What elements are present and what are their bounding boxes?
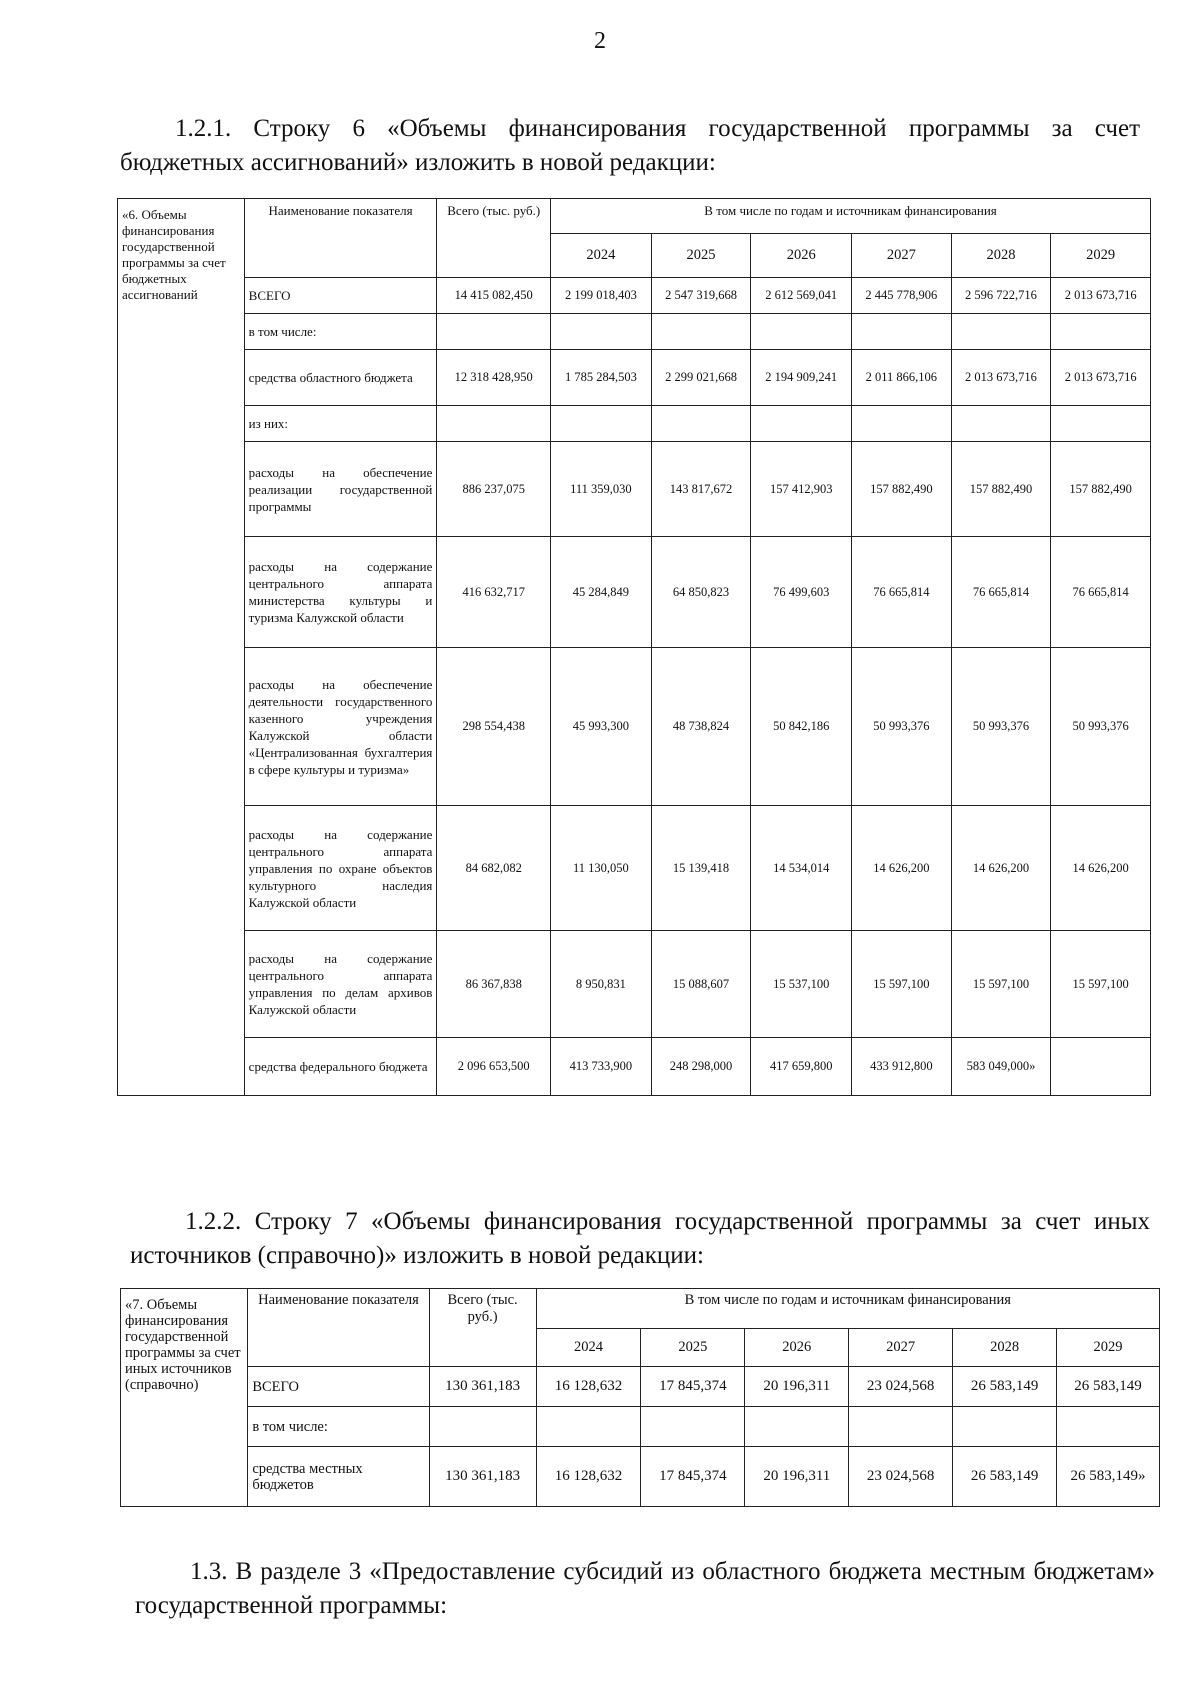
year-value-cell <box>751 314 852 350</box>
table-row <box>118 350 1151 406</box>
year-value-cell: 111 359,030 <box>551 442 652 537</box>
row-label: ВСЕГО <box>244 278 437 314</box>
row-total: 298 554,438 <box>437 648 551 806</box>
table2-col-group: В том числе по годам и источникам финансирования <box>536 1289 1159 1329</box>
table1-year-header: 2029 <box>1051 234 1151 278</box>
year-value-cell: 2 547 319,668 <box>651 278 751 314</box>
year-value-cell: 157 412,903 <box>751 442 852 537</box>
table-row <box>118 278 1151 314</box>
row-label: в том числе: <box>244 314 437 350</box>
year-value-cell: 157 882,490 <box>1051 442 1151 537</box>
year-value-cell: 143 817,672 <box>651 442 751 537</box>
table2-year-header: 2025 <box>641 1329 745 1367</box>
year-value-cell: 45 993,300 <box>551 648 652 806</box>
row-label: расходы на обеспечение деятельности государственного казенного учреждения Калужской области «Централизованная бухгалтерия в сфере культуры и туризма» <box>244 648 437 806</box>
table1-side-label: «6. Объемы финансирования государственной программы за счет бюджетных ассигнований <box>118 199 245 1096</box>
year-value-cell: 15 597,100 <box>852 931 952 1038</box>
year-value-cell: 15 088,607 <box>651 931 751 1038</box>
year-value-cell: 26 583,149» <box>1057 1447 1160 1507</box>
table2-side-label: «7. Объемы финансирования государственной программы за счет иных источников (справочно) <box>121 1289 248 1507</box>
year-value-cell: 45 284,849 <box>551 537 652 648</box>
table1-col-name: Наименование показателя <box>244 199 437 278</box>
year-value-cell: 16 128,632 <box>536 1367 641 1407</box>
table2-year-header: 2024 <box>536 1329 641 1367</box>
year-value-cell <box>1057 1407 1160 1447</box>
year-value-cell <box>951 406 1051 442</box>
row-label: расходы на обеспечение реализации государственной программы <box>244 442 437 537</box>
year-value-cell: 23 024,568 <box>849 1447 953 1507</box>
year-value-cell <box>1051 1038 1151 1096</box>
year-value-cell: 8 950,831 <box>551 931 652 1038</box>
table-row <box>118 442 1151 537</box>
year-value-cell <box>536 1407 641 1447</box>
year-value-cell: 26 583,149 <box>953 1447 1057 1507</box>
year-value-cell: 2 194 909,241 <box>751 350 852 406</box>
year-value-cell: 433 912,800 <box>852 1038 952 1096</box>
year-value-cell <box>1051 314 1151 350</box>
row-total: 84 682,082 <box>437 806 551 931</box>
year-value-cell <box>849 1407 953 1447</box>
table-row <box>118 406 1151 442</box>
year-value-cell: 17 845,374 <box>641 1367 745 1407</box>
row-total: 86 367,838 <box>437 931 551 1038</box>
year-value-cell: 583 049,000» <box>951 1038 1051 1096</box>
year-value-cell: 50 993,376 <box>1051 648 1151 806</box>
year-value-cell: 417 659,800 <box>751 1038 852 1096</box>
year-value-cell: 15 597,100 <box>1051 931 1151 1038</box>
year-value-cell: 11 130,050 <box>551 806 652 931</box>
table1-year-header: 2024 <box>551 234 652 278</box>
paragraph-1-2-1: 1.2.1. Строку 6 «Объемы финансирования государственной программы за счет бюджетных ассигнований» изложить в новой редакции: <box>120 115 1140 176</box>
paragraph-1-3: 1.3. В разделе 3 «Предоставление субсидий из областного бюджета местным бюджетам» государственной программы: <box>135 1558 1155 1619</box>
year-value-cell: 76 665,814 <box>852 537 952 648</box>
year-value-cell <box>951 314 1051 350</box>
year-value-cell: 76 665,814 <box>951 537 1051 648</box>
table-other-sources <box>120 1288 1160 1507</box>
year-value-cell: 1 785 284,503 <box>551 350 652 406</box>
year-value-cell: 2 445 778,906 <box>852 278 952 314</box>
table1-year-header: 2025 <box>651 234 751 278</box>
year-value-cell: 15 537,100 <box>751 931 852 1038</box>
page-number: 2 <box>594 28 606 54</box>
year-value-cell: 20 196,311 <box>745 1447 849 1507</box>
table1-col-group: В том числе по годам и источникам финансирования <box>551 199 1151 234</box>
year-value-cell: 248 298,000 <box>651 1038 751 1096</box>
year-value-cell: 17 845,374 <box>641 1447 745 1507</box>
year-value-cell: 14 534,014 <box>751 806 852 931</box>
table-budget-allocations <box>117 198 1151 1096</box>
year-value-cell <box>852 406 952 442</box>
table-row <box>121 1407 1160 1447</box>
year-value-cell: 76 665,814 <box>1051 537 1151 648</box>
year-value-cell: 2 013 673,716 <box>1051 350 1151 406</box>
table-row <box>121 1447 1160 1507</box>
table2-col-total: Всего (тыс. руб.) <box>429 1289 536 1367</box>
row-label: средства федерального бюджета <box>244 1038 437 1096</box>
year-value-cell: 20 196,311 <box>745 1367 849 1407</box>
year-value-cell <box>651 314 751 350</box>
table-row <box>118 1038 1151 1096</box>
table-row <box>118 806 1151 931</box>
row-label: расходы на содержание центрального аппарата министерства культуры и туризма Калужской области <box>244 537 437 648</box>
year-value-cell: 157 882,490 <box>852 442 952 537</box>
year-value-cell: 50 993,376 <box>852 648 952 806</box>
year-value-cell <box>852 314 952 350</box>
row-total: 12 318 428,950 <box>437 350 551 406</box>
year-value-cell <box>953 1407 1057 1447</box>
row-total: 130 361,183 <box>429 1447 536 1507</box>
table2-year-header: 2026 <box>745 1329 849 1367</box>
year-value-cell: 16 128,632 <box>536 1447 641 1507</box>
year-value-cell: 2 596 722,716 <box>951 278 1051 314</box>
table-row <box>121 1367 1160 1407</box>
row-label: в том числе: <box>248 1407 429 1447</box>
row-label: ВСЕГО <box>248 1367 429 1407</box>
row-label: из них: <box>244 406 437 442</box>
paragraph-1-2-2: 1.2.2. Строку 7 «Объемы финансирования государственной программы за счет иных источников (справочно)» изложить в новой редакции: <box>130 1208 1150 1269</box>
row-total <box>437 314 551 350</box>
year-value-cell: 23 024,568 <box>849 1367 953 1407</box>
year-value-cell: 50 842,186 <box>751 648 852 806</box>
year-value-cell: 14 626,200 <box>1051 806 1151 931</box>
table2-year-header: 2029 <box>1057 1329 1160 1367</box>
year-value-cell: 413 733,900 <box>551 1038 652 1096</box>
row-total: 886 237,075 <box>437 442 551 537</box>
year-value-cell: 48 738,824 <box>651 648 751 806</box>
row-total: 2 096 653,500 <box>437 1038 551 1096</box>
year-value-cell <box>745 1407 849 1447</box>
year-value-cell: 2 013 673,716 <box>951 350 1051 406</box>
year-value-cell: 26 583,149 <box>1057 1367 1160 1407</box>
table1-year-header: 2027 <box>852 234 952 278</box>
row-label: расходы на содержание центрального аппарата управления по охране объектов культурного наследия Калужской области <box>244 806 437 931</box>
table1-year-header: 2028 <box>951 234 1051 278</box>
year-value-cell: 2 011 866,106 <box>852 350 952 406</box>
row-label: средства областного бюджета <box>244 350 437 406</box>
year-value-cell: 157 882,490 <box>951 442 1051 537</box>
row-total <box>429 1407 536 1447</box>
year-value-cell <box>551 314 652 350</box>
year-value-cell: 14 626,200 <box>951 806 1051 931</box>
table2-col-name: Наименование показателя <box>248 1289 429 1367</box>
year-value-cell: 2 013 673,716 <box>1051 278 1151 314</box>
year-value-cell: 2 612 569,041 <box>751 278 852 314</box>
row-total: 130 361,183 <box>429 1367 536 1407</box>
table-row <box>118 931 1151 1038</box>
row-total <box>437 406 551 442</box>
year-value-cell: 2 299 021,668 <box>651 350 751 406</box>
year-value-cell: 76 499,603 <box>751 537 852 648</box>
year-value-cell: 14 626,200 <box>852 806 952 931</box>
year-value-cell: 15 597,100 <box>951 931 1051 1038</box>
year-value-cell: 50 993,376 <box>951 648 1051 806</box>
table-row <box>118 314 1151 350</box>
table1-year-header: 2026 <box>751 234 852 278</box>
year-value-cell: 26 583,149 <box>953 1367 1057 1407</box>
table-row <box>118 648 1151 806</box>
year-value-cell <box>551 406 652 442</box>
year-value-cell <box>651 406 751 442</box>
row-label: расходы на содержание центрального аппарата управления по делам архивов Калужской области <box>244 931 437 1038</box>
year-value-cell <box>641 1407 745 1447</box>
year-value-cell: 15 139,418 <box>651 806 751 931</box>
row-total: 416 632,717 <box>437 537 551 648</box>
table2-year-header: 2027 <box>849 1329 953 1367</box>
table1-col-total: Всего (тыс. руб.) <box>437 199 551 278</box>
table-row <box>118 537 1151 648</box>
year-value-cell <box>1051 406 1151 442</box>
year-value-cell: 64 850,823 <box>651 537 751 648</box>
row-total: 14 415 082,450 <box>437 278 551 314</box>
year-value-cell <box>751 406 852 442</box>
row-label: средства местных бюджетов <box>248 1447 429 1507</box>
table2-year-header: 2028 <box>953 1329 1057 1367</box>
year-value-cell: 2 199 018,403 <box>551 278 652 314</box>
